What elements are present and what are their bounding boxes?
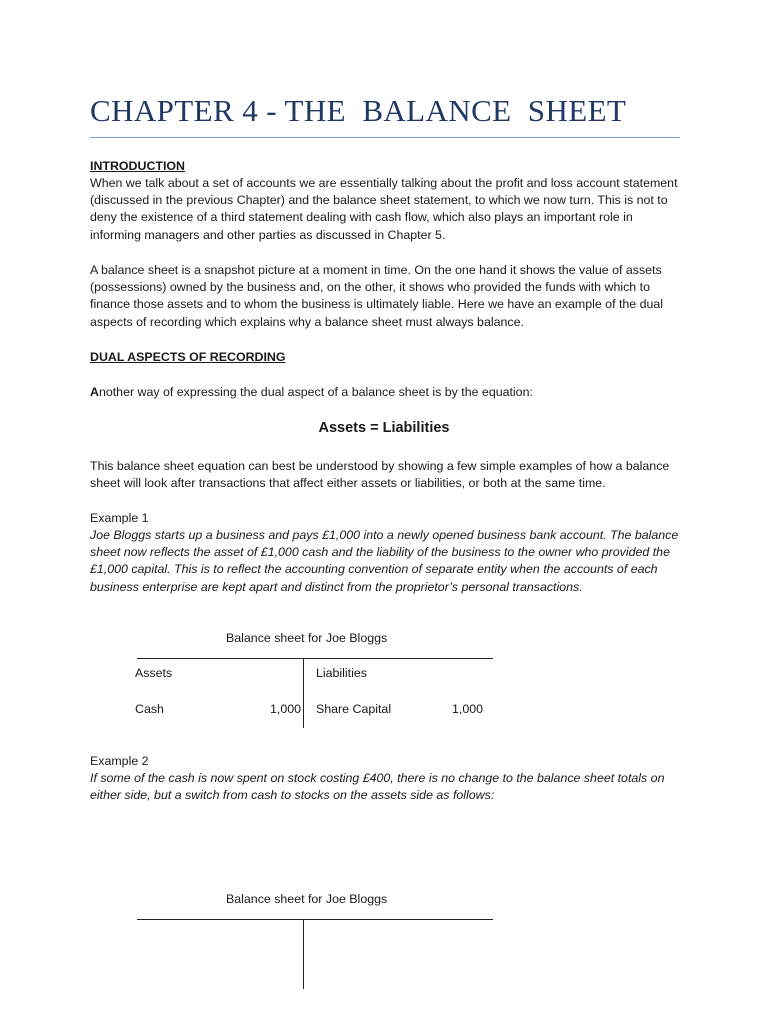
introduction-paragraph-2: A balance sheet is a snapshot picture at a moment in time. On the one hand it shows the value of assets (possessions) owned by the business and, on the other, it shows who provided the funds with which to finance those assets and to whom the business is ultimately liable. Here we have an example of the dual aspects of recording which explains why a balance sheet must always balance. <box>90 263 664 329</box>
balance-sheet-2-top-rule <box>137 919 493 920</box>
dual-aspects-intro-first-letter: A <box>90 385 99 399</box>
dual-aspects-intro <box>90 384 682 401</box>
balance-sheet-1-top-rule <box>137 658 493 659</box>
title-underline <box>90 137 680 138</box>
balance-equation: Assets = Liabilities <box>318 420 450 436</box>
dual-aspects-intro-rest: nother way of expressing the dual aspect of a balance sheet is by the equation: <box>98 385 533 399</box>
balance-sheet-1-liabilities-header: Liabilities <box>316 666 367 680</box>
balance-sheet-1-title: Balance sheet for Joe Bloggs <box>226 631 388 645</box>
balance-sheet-1-liability-item: Share Capital <box>316 702 392 716</box>
example-2-label: Example 2 <box>90 754 149 768</box>
balance-sheet-1-assets-header: Assets <box>135 666 173 680</box>
dual-aspects-heading: DUAL ASPECTS OF RECORDING <box>90 350 286 364</box>
example-1-label: Example 1 <box>90 511 149 525</box>
balance-sheet-2-title: Balance sheet for Joe Bloggs <box>226 892 388 906</box>
balance-sheet-1-asset-value: 1,000 <box>270 702 302 716</box>
balance-sheet-1-center-rule <box>303 658 304 728</box>
introduction-heading: INTRODUCTION <box>90 159 185 173</box>
balance-sheet-1-asset-item: Cash <box>135 702 164 716</box>
balance-sheet-2-center-rule <box>303 919 304 989</box>
chapter-title: CHAPTER 4 - THE BALANCE SHEET <box>90 93 627 128</box>
example-2-text: If some of the cash is now spent on stock costing £400, there is no change to the balance sheet totals on either side, but a switch from cash to stocks on the assets side as follows: <box>90 771 665 803</box>
balance-sheet-1-liability-value: 1,000 <box>452 702 484 716</box>
introduction-paragraph-1: When we talk about a set of accounts we are essentially talking about the profit and loss account statement (discussed in the previous Chapter) and the balance sheet statement, to which we now turn. This is not to deny the existence of a third statement dealing with cash flow, which also plays an important role in informing managers and other parties as discussed in Chapter 5. <box>90 176 678 242</box>
equation-explanation: This balance sheet equation can best be understood by showing a few simple examples of how a balance sheet will look after transactions that affect either assets or liabilities, or both at the same time. <box>90 459 670 491</box>
example-1-text: Joe Bloggs starts up a business and pays £1,000 into a newly opened business bank account. The balance sheet now reflects the asset of £1,000 cash and the liability of the business to the owner who provided the £1,000 capital. This is to reflect the accounting convention of separate entity when the accounts of each business enterprise are kept apart and distinct from the proprietor’s personal transactions. <box>90 528 679 594</box>
